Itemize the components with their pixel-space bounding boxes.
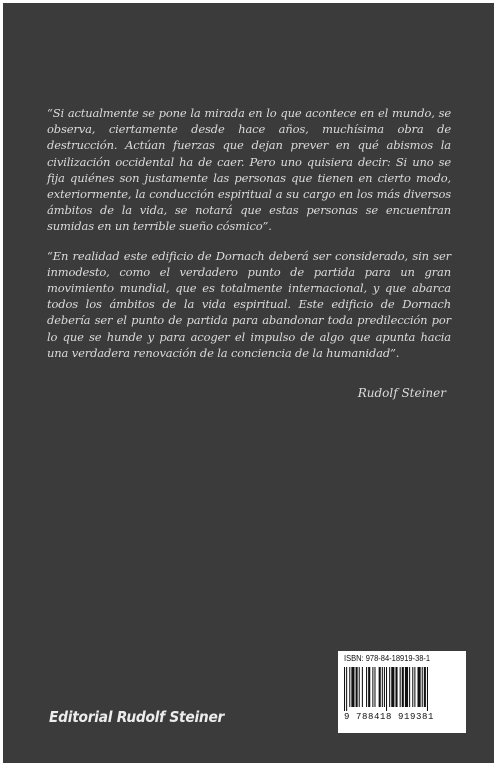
isbn-text: ISBN: 978-84-18919-38-1: [344, 654, 431, 663]
author-signature: Rudolf Steiner: [357, 386, 446, 400]
quote-second: “En realidad este edificio de Dornach deberá ser considerado, sin ser inmodesto, como el verdadero punto de partida para un gran movimiento mundial, que es totalmente internacional, y que abarca todos los ámbitos de la vida espiritual. Este edificio de Dornach debería ser el punto de partida para abandonar toda predilección por lo que se hunde y para acoger el impulso de algo que apunta hacia una verdadera renovación de la conciencia de la humanidad”.: [47, 248, 451, 360]
barcode-label: [338, 651, 466, 733]
quote-first: “Si actualmente se pone la mirada en lo que acontece en el mundo, se observa, ciertamente desde hace años, muchísima obra de destrucción. Actúan fuerzas que dejan prever en qué abismos la civilización occidental ha de caer. Pero uno quisiera decir: Si uno se fija quiénes son justamente las personas que tienen en cierto modo, exteriormente, la conducción espiritual a su cargo en los más diversos ámbitos de la vida, se notará que estas personas se encuentran sumidas en un terrible sueño cósmico”.: [47, 106, 451, 234]
publisher-logo: Editorial Rudolf Steiner: [49, 708, 225, 726]
quotes-section: [47, 105, 451, 361]
back-cover: [3, 3, 494, 763]
barcode-digits: 9 788418 919381: [344, 712, 435, 722]
barcode-icon: [344, 667, 460, 711]
